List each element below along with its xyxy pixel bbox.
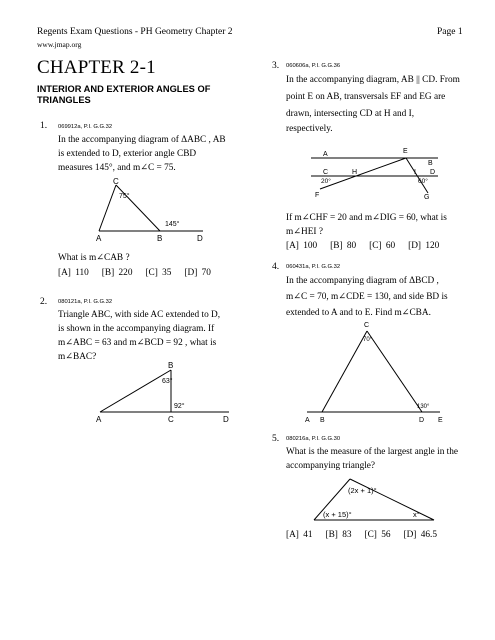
doc-header-title: Regents Exam Questions - PH Geometry Chapter 2: [37, 27, 233, 37]
q3-label-a: A: [323, 151, 328, 158]
q1-number: 1.: [40, 121, 48, 131]
q4-label-e: E: [438, 417, 443, 422]
q4-text: [286, 273, 486, 321]
q3-source: 060606a, P.I. G.G.36: [286, 63, 341, 69]
q3-label-e: E: [403, 148, 408, 155]
q3-label-i: I: [414, 169, 416, 176]
q4-label-c: C: [364, 322, 370, 329]
q3-label-d: D: [430, 169, 436, 176]
page-number: Page 1: [437, 27, 463, 37]
q3-line-1: In the accompanying diagram, AB || CD. From: [286, 75, 460, 85]
q2-source: 080121a, P.I. G.G.32: [58, 299, 113, 305]
q5-source: 080216a, P.I. G.G.30: [286, 436, 341, 442]
q1-angle-c: 75°: [119, 193, 130, 200]
q4-label-b: B: [320, 417, 325, 422]
q3-line-3: drawn, intersecting CD at H and I,: [286, 109, 415, 119]
q3-question: [286, 211, 486, 239]
q2-label-a: A: [96, 415, 102, 424]
q1-side-ac: [99, 185, 116, 231]
q3-choices: [A] 100 [B] 80 [C] 60 [D] 120: [286, 241, 440, 251]
q4-line-1: In the accompanying diagram of ΔBCD ,: [286, 276, 439, 286]
q4-line-2: m∠C = 70, m∠CDE = 130, and side BD is: [286, 292, 448, 302]
q1-label-b: B: [157, 234, 163, 243]
q1-triangle-diagram: [85, 178, 215, 243]
site-url[interactable]: www.jmap.org: [37, 40, 82, 49]
q2-label-b: B: [168, 362, 174, 370]
q4-angle-d: 130°: [417, 404, 430, 410]
section-heading: INTERIOR AND EXTERIOR ANGLES OF TRIANGLES: [37, 84, 211, 105]
chapter-title: CHAPTER 2-1: [37, 57, 156, 78]
q2-number: 2.: [40, 297, 48, 307]
q5-triangle-diagram: [310, 476, 440, 524]
q3-angle-i: 60°: [418, 178, 428, 185]
q2-line-2: is shown in the accompanying diagram. If: [58, 324, 215, 334]
q2-side-ab: [100, 370, 171, 412]
q2-line-4: m∠BAC?: [58, 352, 97, 362]
q3-line-2: point E on AB, transversals EF and EG are: [286, 92, 446, 102]
q4-triangle-diagram: [303, 317, 445, 422]
q3-question-line-1: If m∠CHF = 20 and m∠DIG = 60, what is: [286, 213, 447, 223]
q1-label-d: D: [197, 234, 203, 243]
q4-angle-c: 70°: [363, 337, 373, 343]
q1-label-c: C: [113, 178, 119, 186]
q3-text: [286, 72, 486, 135]
q5-text: [286, 445, 491, 473]
q1-line-1: In the accompanying diagram of ΔABC , AB: [58, 135, 226, 145]
q1-line-2: is extended to D, exterior angle CBD: [58, 149, 197, 159]
q5-angle-left: (x + 15)°: [323, 510, 352, 519]
q3-line-4: respectively.: [286, 124, 333, 134]
q4-label-d: D: [419, 417, 425, 422]
q2-label-d: D: [223, 415, 229, 424]
q5-angle-right: x°: [413, 510, 420, 519]
q1-label-a: A: [96, 234, 102, 243]
q4-line-3: extended to A and to E. Find m∠CBA.: [286, 308, 431, 318]
q1-source: 069912a, P.I. G.G.32: [58, 124, 113, 130]
q3-transversal-ef: [320, 158, 406, 189]
q4-side-cd: [367, 331, 422, 412]
q5-line-2: accompanying triangle?: [286, 461, 376, 471]
q3-label-f: F: [315, 192, 320, 199]
q4-source: 060431a, P.I. G.G.32: [286, 264, 341, 270]
q3-label-b: B: [428, 160, 433, 167]
q2-label-c: C: [168, 415, 174, 424]
q3-label-h: H: [352, 169, 358, 176]
q1-text: [58, 133, 258, 175]
q5-line-1: What is the measure of the largest angle in the: [286, 447, 459, 457]
q2-angle-c: 92°: [174, 403, 185, 410]
q5-angle-top: (2x + 1)°: [348, 486, 377, 495]
q3-question-line-2: m∠HEI ?: [286, 227, 323, 237]
q4-side-bc: [322, 331, 367, 412]
q2-text: [58, 308, 258, 364]
q3-label-c: C: [323, 169, 329, 176]
q3-label-g: G: [424, 194, 430, 200]
q4-number: 4.: [272, 262, 280, 272]
q4-label-a: A: [305, 417, 310, 422]
q3-parallel-lines-diagram: [306, 145, 444, 200]
q5-number: 5.: [272, 434, 280, 444]
q1-question: What is m∠CAB ?: [58, 253, 130, 263]
q2-line-1: Triangle ABC, with side AC extended to D,: [58, 310, 221, 320]
q1-line-3: measures 145°, and m∠C = 75.: [58, 163, 176, 173]
q2-triangle-diagram: [93, 362, 238, 427]
q1-side-cb: [116, 185, 160, 231]
q3-number: 3.: [272, 61, 280, 71]
q1-choices: [A] 110 [B] 220 [C] 35 [D] 70: [58, 268, 211, 278]
q1-angle-b: 145°: [165, 221, 180, 228]
q3-angle-h: 20°: [321, 178, 331, 185]
q2-angle-b: 63°: [162, 378, 173, 385]
q5-choices: [A] 41 [B] 83 [C] 56 [D] 46.5: [286, 530, 437, 540]
q2-line-3: m∠ABC = 63 and m∠BCD = 92 , what is: [58, 338, 217, 348]
